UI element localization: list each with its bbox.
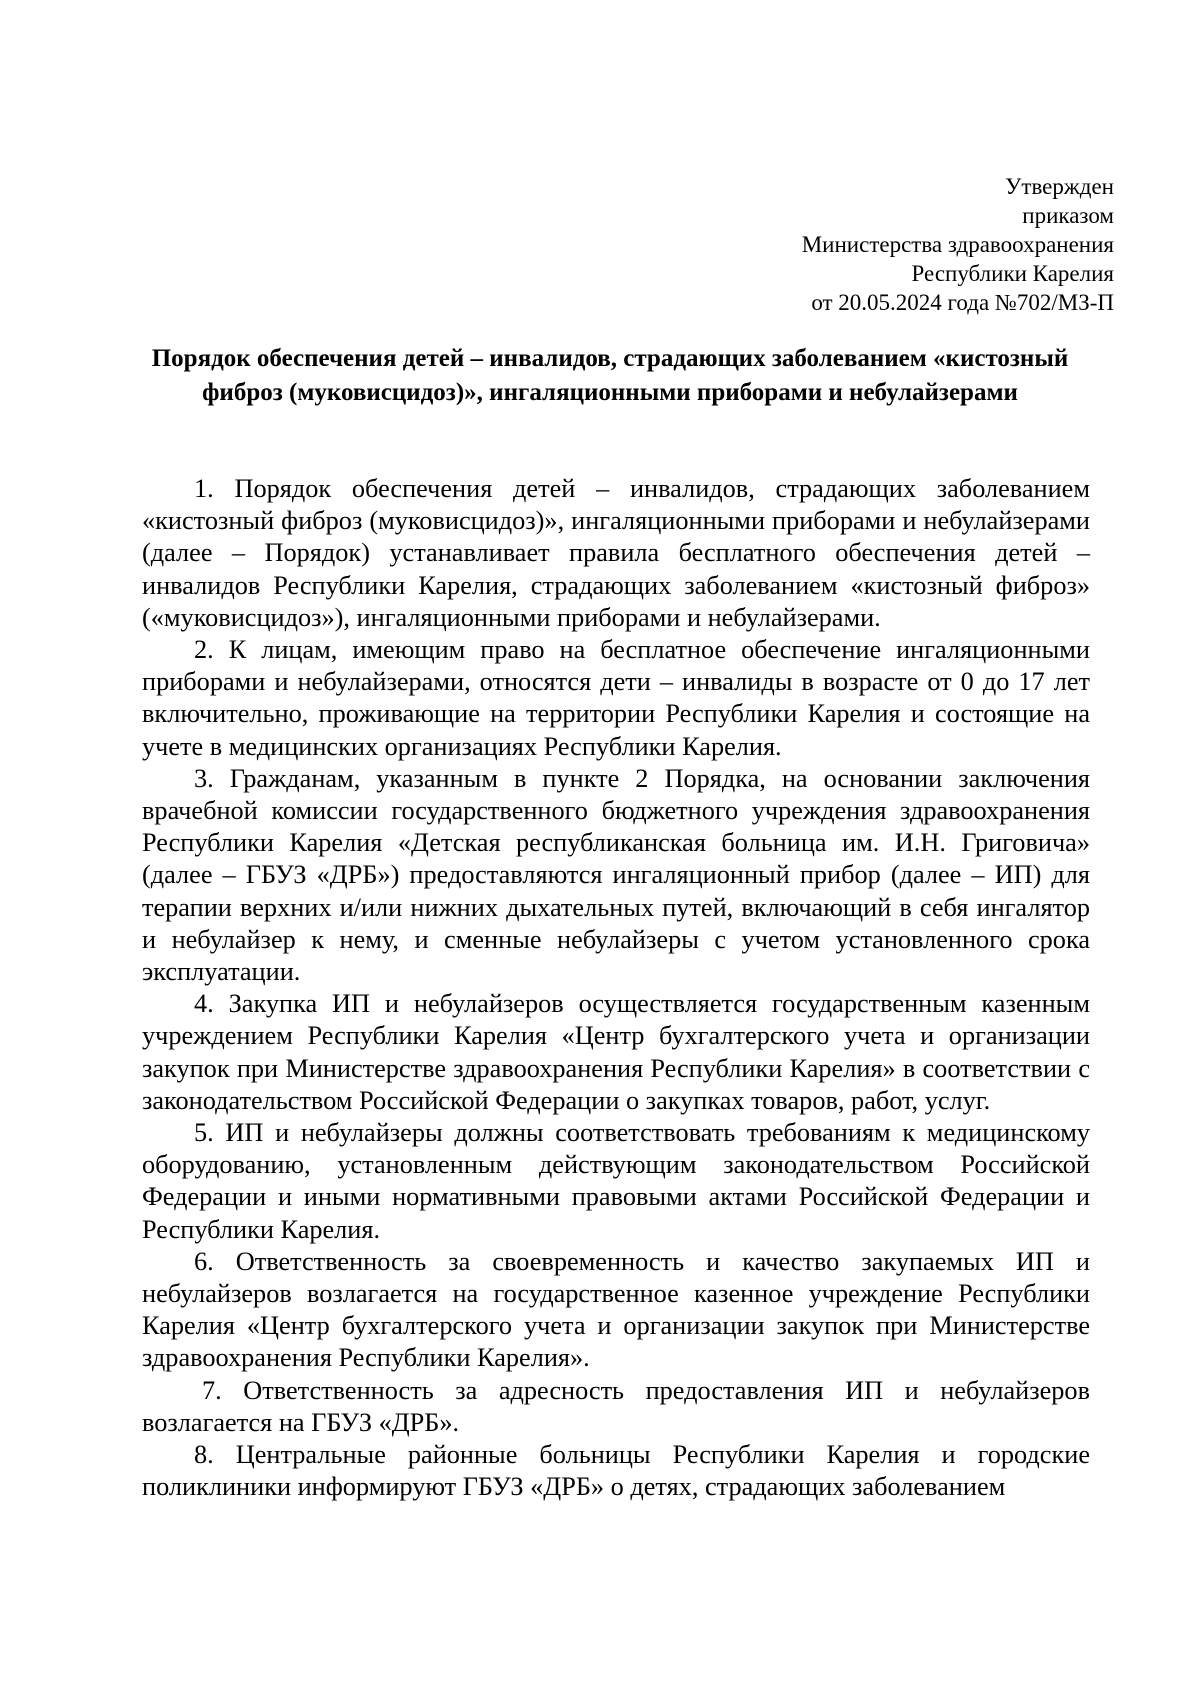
approval-line-date-number: от 20.05.2024 года №702/МЗ-П xyxy=(811,290,1114,315)
paragraph-5: 5. ИП и небулайзеры должны соответствовать требованиям к медицинскому оборудованию, установленным действующим законодательством Российской Федерации и иными нормативными правовыми актами Российской Федерации и Республики Карелия. xyxy=(142,1118,1090,1244)
approval-line-ministry: Министерства здравоохранения xyxy=(801,232,1114,257)
paragraph-3: 3. Гражданам, указанным в пункте 2 Порядка, на основании заключения врачебной комиссии государственного бюджетного учреждения здравоохранения Республики Карелия «Детская республиканская больница им. И.Н. Григовича» (далее – ГБУЗ «ДРБ») предоставляются ингаляционный прибор (далее – ИП) для терапии верхних и/или нижних дыхательных путей, включающий в себя ингалятор и небулайзер к нему, и сменные небулайзеры с учетом установленного срока эксплуатации. xyxy=(142,763,1090,987)
paragraph-8: 8. Центральные районные больницы Республики Карелия и городские поликлиники информируют ГБУЗ «ДРБ» о детях, страдающих заболеванием xyxy=(142,1440,1090,1502)
paragraph-4: 4. Закупка ИП и небулайзеров осуществляется государственным казенным учреждением Республики Карелия «Центр бухгалтерского учета и организации закупок при Министерстве здравоохранения Республики Карелия» в соответствии с законодательством Российской Федерации о закупках товаров, работ, услуг. xyxy=(142,989,1090,1115)
approval-line-by-order: приказом xyxy=(1022,203,1114,228)
approval-line-approved: Утвержден xyxy=(1005,174,1114,199)
document-body xyxy=(142,473,1090,1504)
document-title: Порядок обеспечения детей – инвалидов, страдающих заболеванием «кистозный фиброз (муковисцидоз)», ингаляционными приборами и небулайзерами xyxy=(151,345,1069,406)
approval-line-republic: Республики Карелия xyxy=(911,261,1114,286)
approval-stamp-block xyxy=(654,172,1114,317)
paragraph-2: 2. К лицам, имеющим право на бесплатное обеспечение ингаляционными приборами и небулайзерами, относятся дети – инвалиды в возрасте от 0 до 17 лет включительно, проживающие на территории Республики Карелия и состоящие на учете в медицинских организациях Республики Карелия. xyxy=(142,635,1090,761)
paragraph-6: 6. Ответственность за своевременность и качество закупаемых ИП и небулайзеров возлагается на государственное казенное учреждение Республики Карелия «Центр бухгалтерского учета и организации закупок при Министерстве здравоохранения Республики Карелия». xyxy=(142,1246,1090,1373)
paragraph-7: 7. Ответственность за адресность предоставления ИП и небулайзеров возлагается на ГБУЗ «ДРБ». xyxy=(142,1375,1090,1437)
paragraph-1: 1. Порядок обеспечения детей – инвалидов, страдающих заболеванием «кистозный фиброз (муковисцидоз)», ингаляционными приборами и небулайзерами (далее – Порядок) устанавливает правила бесплатного обеспечения детей – инвалидов Республики Карелия, страдающих заболеванием «кистозный фиброз» («муковисцидоз»), ингаляционными приборами и небулайзерами. xyxy=(142,474,1090,632)
